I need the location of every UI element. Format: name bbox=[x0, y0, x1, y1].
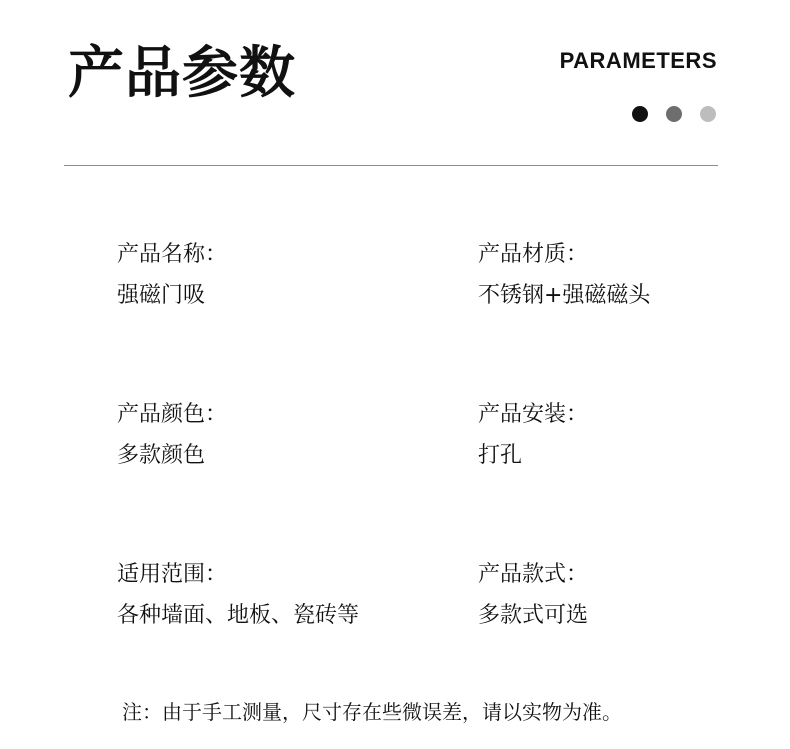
param-label: 产品款式： bbox=[478, 562, 589, 587]
param-value: 多款式可选 bbox=[478, 603, 589, 628]
param-installation bbox=[478, 404, 778, 467]
param-value: 多款颜色 bbox=[117, 443, 206, 468]
param-style bbox=[478, 564, 778, 627]
decorative-dots bbox=[632, 106, 718, 122]
param-label: 产品颜色： bbox=[117, 402, 228, 427]
dot-dark-icon bbox=[632, 106, 648, 122]
header-divider bbox=[64, 165, 718, 166]
dot-light-icon bbox=[700, 106, 716, 122]
param-value: 强磁门吸 bbox=[117, 283, 206, 308]
param-value: 不锈钢+强磁磁头 bbox=[478, 283, 651, 308]
param-label: 产品材质： bbox=[478, 242, 589, 267]
param-color bbox=[117, 404, 417, 467]
page-subtitle: PARAMETERS bbox=[559, 48, 717, 73]
param-product-name bbox=[117, 244, 417, 307]
dot-medium-icon bbox=[666, 106, 682, 122]
param-label: 产品安装： bbox=[478, 402, 589, 427]
param-value: 打孔 bbox=[478, 443, 523, 468]
param-label: 产品名称： bbox=[117, 242, 228, 267]
param-scope bbox=[117, 564, 417, 627]
param-material bbox=[478, 244, 778, 307]
page-title: 产品参数 bbox=[68, 41, 296, 106]
param-value: 各种墙面、地板、瓷砖等 bbox=[117, 603, 360, 628]
footnote: 注：由于手工测量，尺寸存在些微误差，请以实物为准。 bbox=[122, 700, 622, 724]
param-label: 适用范围： bbox=[117, 562, 228, 587]
